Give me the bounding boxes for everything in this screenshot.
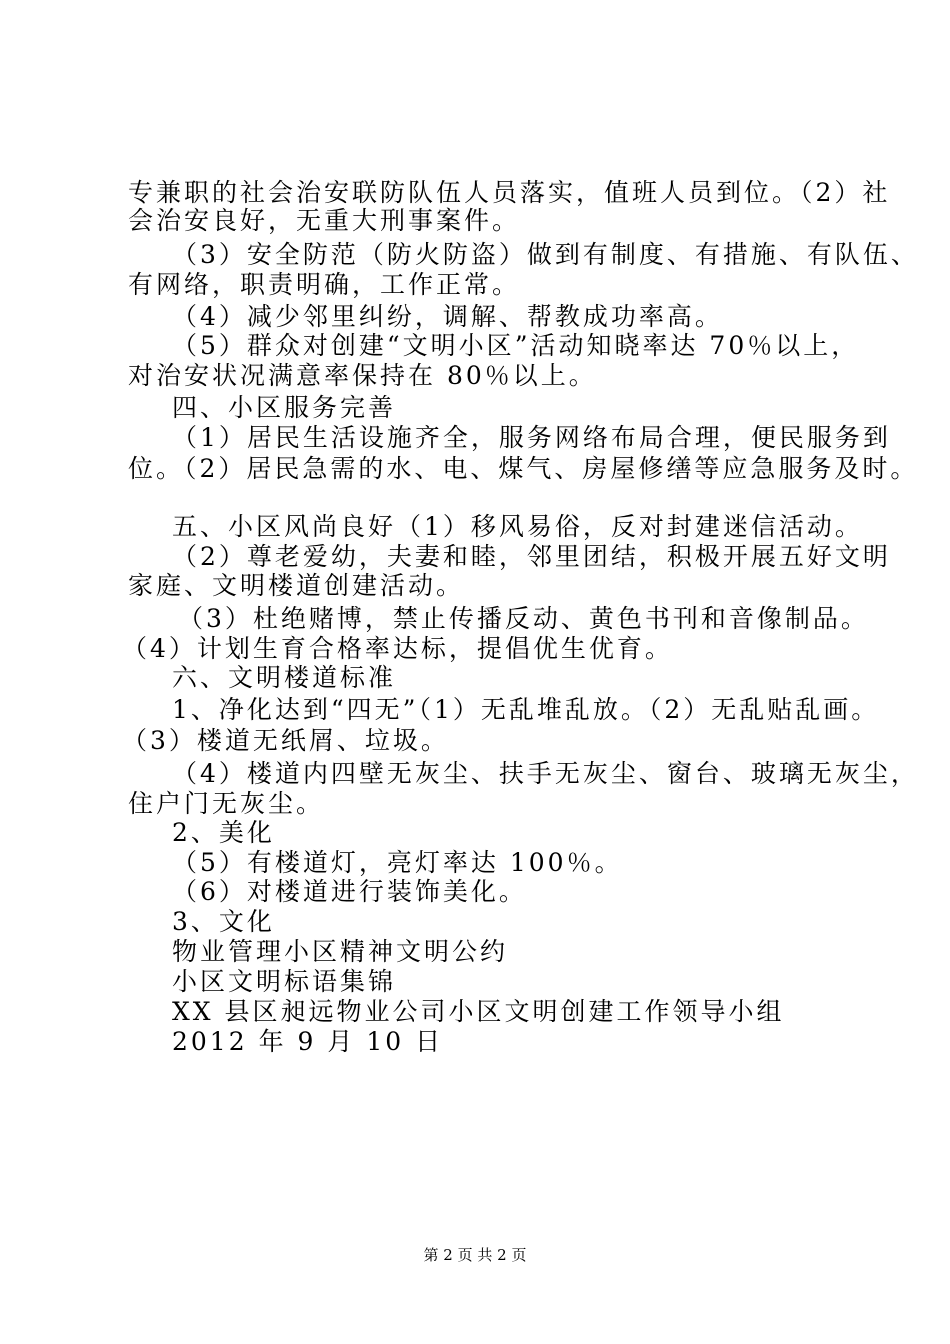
text-line: （4）楼道内四壁无灰尘、扶手无灰尘、窗台、玻璃无灰尘， [172,759,919,788]
text-line: （5）有楼道灯，亮灯率达 100％。 [172,848,623,877]
text-line: 对治安状况满意率保持在 80％以上。 [128,361,597,390]
text-line: 物业管理小区精神文明公约 [172,937,509,966]
text-line: （1）居民生活设施齐全，服务网络布局合理，便民服务到 [172,423,891,452]
text-line: 会治安良好，无重大刑事案件。 [128,206,521,235]
text-line: （2）尊老爱幼，夫妻和睦，邻里团结，积极开展五好文明 [172,542,891,571]
text-line: （6）对楼道进行装饰美化。 [172,877,527,906]
text-line: 专兼职的社会治安联防队伍人员落实，值班人员到位。（2）社 [128,178,891,207]
text-line: （3）安全防范（防火防盗）做到有制度、有措施、有队伍、 [172,240,919,269]
text-line: 小区文明标语集锦 [172,967,397,996]
section-heading: 五、小区风尚良好（1）移风易俗，反对封建迷信活动。 [172,512,863,541]
signature-date: 2012 年 9 月 10 日 [172,1027,444,1056]
text-line: （4）计划生育合格率达标，提倡优生优育。 [122,634,673,663]
text-line: （3）杜绝赌博，禁止传播反动、黄色书刊和音像制品。 [178,604,869,633]
text-line: （3）楼道无纸屑、垃圾。 [122,726,449,755]
section-heading: 3、文化 [172,907,275,936]
text-line: （4）减少邻里纠纷，调解、帮教成功率高。 [172,302,723,331]
signature-org: XX 县区昶远物业公司小区文明创建工作领导小组 [172,997,785,1026]
text-line: （5）群众对创建“文明小区”活动知晓率达 70％以上， [172,331,860,360]
section-heading: 六、文明楼道标准 [172,663,397,692]
text-line: 有网络，职责明确，工作正常。 [128,270,521,299]
page-footer: 第 2 页 共 2 页 [423,1246,527,1264]
text-line: 1、净化达到“四无”（1）无乱堆乱放。（2）无乱贴乱画。 [172,695,880,724]
text-line: 住户门无灰尘。 [128,789,325,818]
section-heading: 2、美化 [172,818,275,847]
section-heading: 四、小区服务完善 [172,393,397,422]
text-line: 位。（2）居民急需的水、电、煤气、房屋修缮等应急服务及时。 [128,454,919,483]
text-line: 家庭、文明楼道创建活动。 [128,571,465,600]
